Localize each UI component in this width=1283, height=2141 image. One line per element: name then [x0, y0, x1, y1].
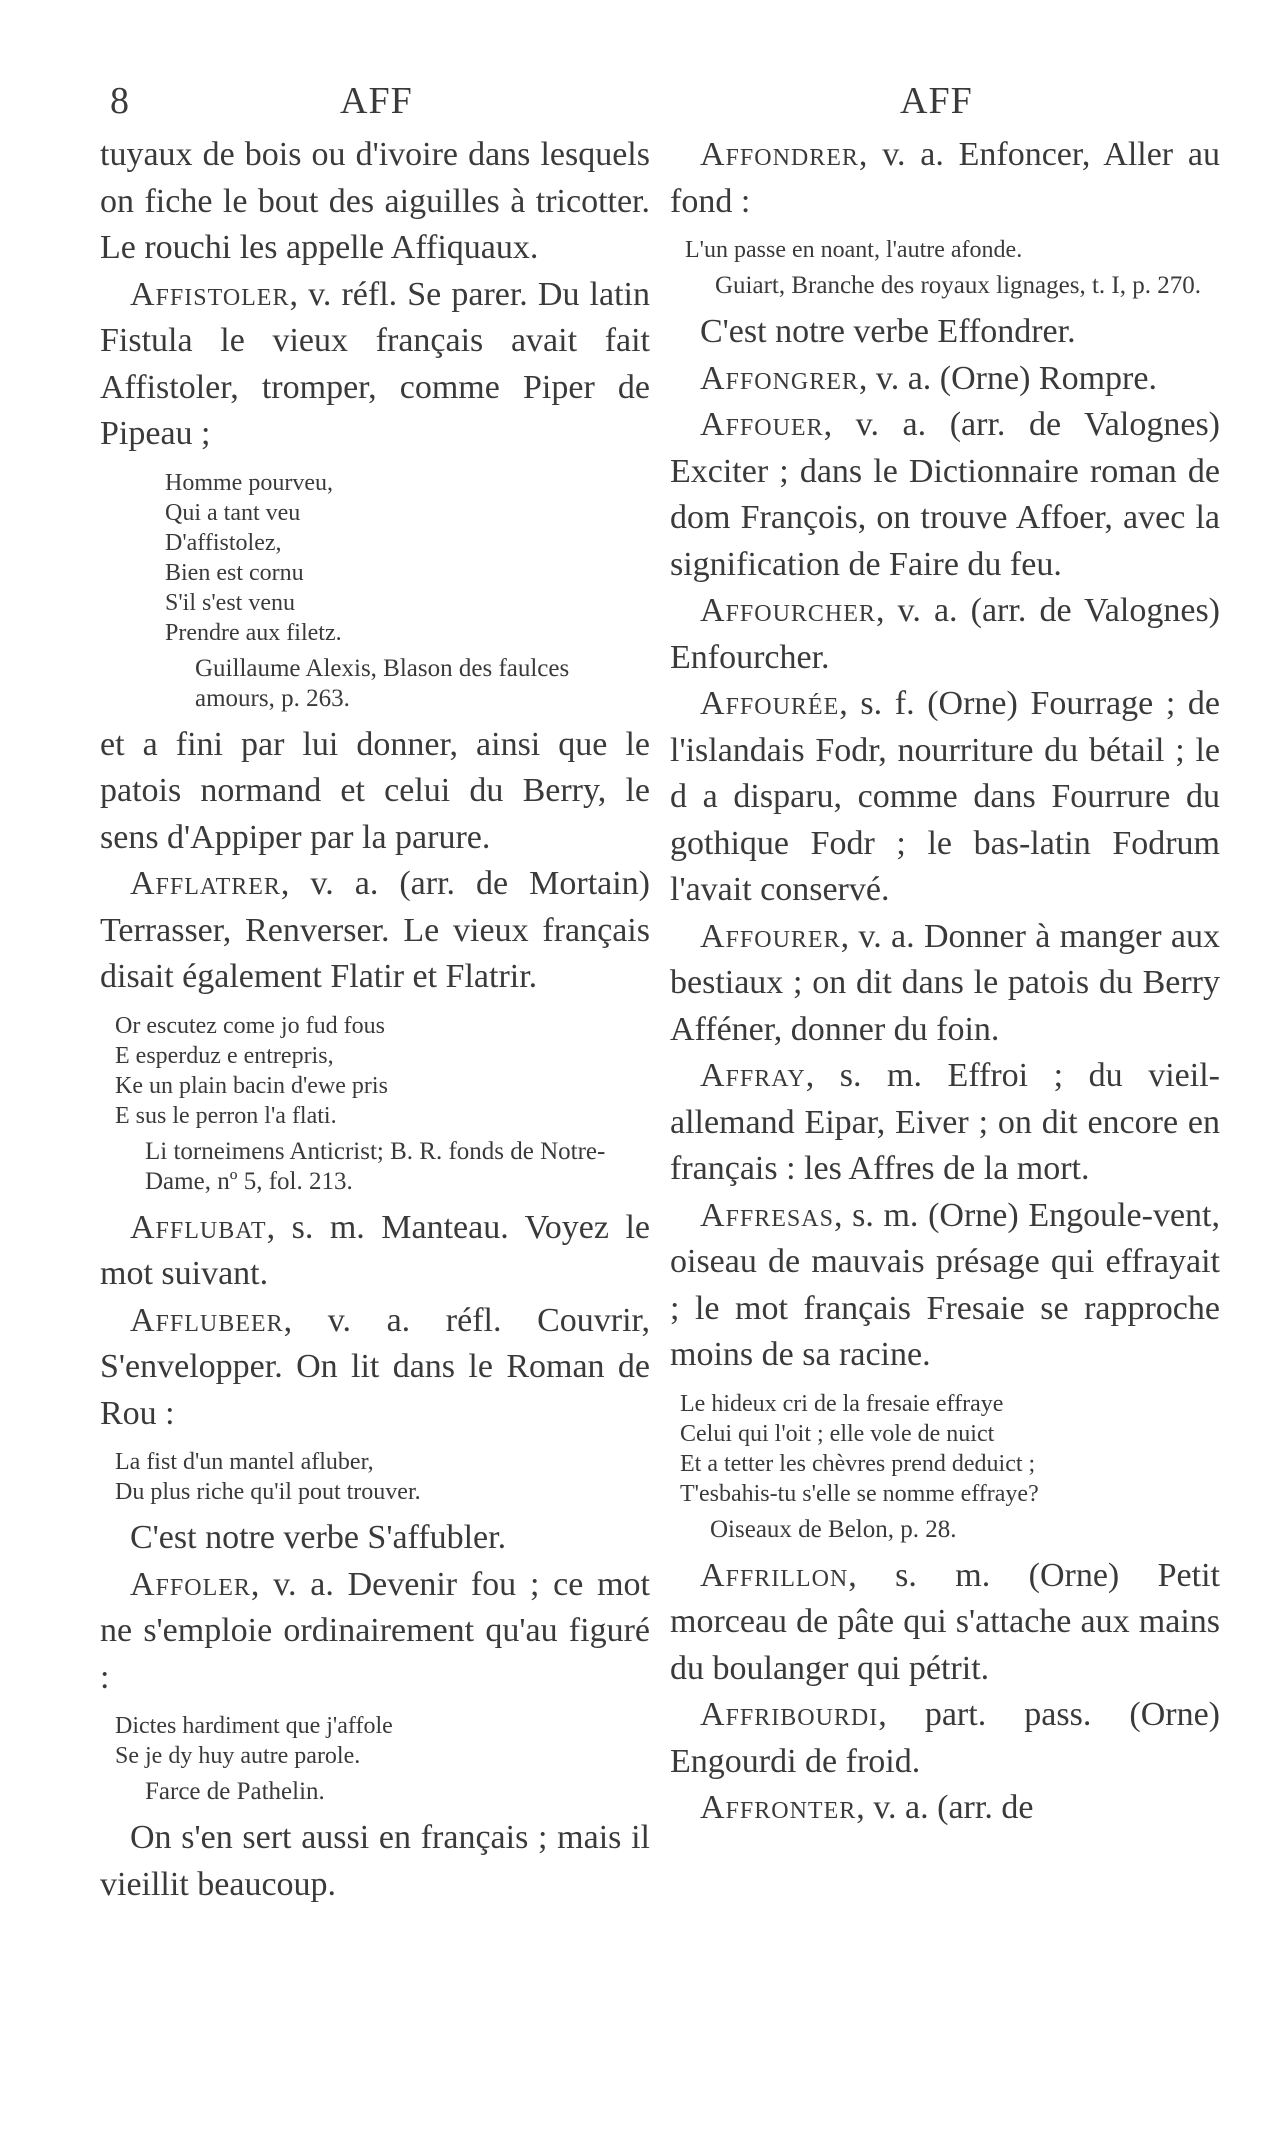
entry-text: , s. m. (Orne) Petit morceau de pâte qui s'attache aux mains du boulanger qui pétrit. [670, 1556, 1220, 1687]
quote-line: L'un passe en noant, l'autre afonde. [685, 237, 1023, 263]
entry-afflatrer [100, 861, 650, 1001]
entry-affistoler [100, 272, 650, 458]
quote-citation: Oiseaux de Belon, p. 28. [710, 1515, 957, 1543]
left-column [100, 82, 650, 1908]
entry-note: C'est notre verbe Effondrer. [700, 313, 1076, 350]
quote-line: E esperduz e entrepris, [115, 1042, 334, 1069]
right-header [670, 82, 1220, 122]
quotation [100, 1447, 650, 1507]
quote-line: Se je dy huy autre parole. [115, 1743, 361, 1769]
entry-text: , s. f. (Orne) Fourrage ; de l'islandais Fodr, nourriture du bétail ; le d a disparu, comme dans Fourrure du gothique Fodr ; le bas-latin Fodrum l'avait conservé. [670, 685, 1220, 908]
headword: Afflubat [130, 1208, 267, 1246]
quote-line: Or escutez come jo fud fous [115, 1012, 385, 1039]
quote-line: Ke un plain bacin d'ewe pris [115, 1072, 388, 1099]
quote-line: Prendre aux filetz. [165, 619, 342, 646]
entry-affouree [670, 681, 1220, 914]
headword: Affistoler [130, 275, 290, 313]
quote-line: Du plus riche qu'il pout trouver. [115, 1479, 421, 1505]
entry-affronter [670, 1785, 1220, 1832]
entry-continuation: tuyaux de bois ou d'ivoire dans lesquels on fiche le bout des aiguilles à tricotter. Le rouchi les appelle Affiquaux. [100, 136, 650, 266]
quote-line: Qui a tant veu [165, 499, 301, 526]
headword: Affourée [700, 685, 840, 722]
quotation [670, 235, 1220, 301]
entry-text: , v. a. (Orne) Rompre. [858, 359, 1157, 397]
entry-continuation: et a fini par lui donner, ainsi que le patois normand et celui du Berry, le sens d'Appiper par la parure. [100, 725, 650, 856]
entry-text: , v. a. Devenir fou ; ce mot ne s'emploie ordinairement qu'au figuré : [100, 1565, 650, 1696]
headword: Affresas [700, 1196, 834, 1234]
entry-text: , v. a. Donner à manger aux bestiaux ; on dit dans le patois du Berry Afféner, donner du foin. [670, 917, 1220, 1048]
quotation [670, 1389, 1220, 1545]
entry-affribourdi [670, 1692, 1220, 1785]
headword: Affourcher [700, 592, 876, 629]
quotation [100, 1711, 650, 1807]
entry-text: , v. a. (arr. de Valognes) Exciter ; dans le Dictionnaire roman de dom François, on trouve Affoer, avec la signification de Faire du feu. [670, 406, 1220, 583]
entry-text: , s. m. (Orne) Engoule-vent, oiseau de mauvais présage qui effrayait ; le mot français Fresaie se rapproche moins de sa racine. [670, 1196, 1220, 1373]
right-guide-word: AFF [900, 80, 973, 122]
entry-affrillon [670, 1553, 1220, 1693]
headword: Afflatrer [130, 865, 281, 902]
quote-line: Dictes hardiment que j'affole [115, 1713, 393, 1739]
headword: Affray [700, 1057, 806, 1094]
headword: Affondrer [700, 136, 859, 173]
headword: Affrillon [700, 1556, 849, 1594]
entry-affray [670, 1053, 1220, 1193]
entry-affresas [670, 1193, 1220, 1379]
entry-text: , s. m. Manteau. Voyez le mot suivant. [100, 1208, 650, 1292]
entry-text: , v. a. (arr. de [856, 1789, 1034, 1826]
quote-line: Celui qui l'oit ; elle vole de nuict [680, 1420, 995, 1447]
left-guide-word: AFF [340, 80, 413, 122]
entry-affongrer [670, 356, 1220, 403]
quote-citation: Farce de Pathelin. [145, 1778, 325, 1805]
quote-line: D'affistolez, [165, 529, 282, 556]
quotation [100, 468, 650, 714]
quote-line: Bien est cornu [165, 559, 304, 586]
entry-affoler [100, 1562, 650, 1702]
quote-citation: Li torneimens Anticrist; B. R. fonds de Notre-Dame, nº 5, fol. 213. [145, 1137, 606, 1195]
quote-line: Le hideux cri de la fresaie effraye [680, 1390, 1004, 1417]
entry-text: , part. pass. (Orne) Engourdi de froid. [670, 1696, 1220, 1780]
entry-afflubat [100, 1205, 650, 1298]
quote-citation: Guillaume Alexis, Blason des faulces amours, p. 263. [195, 654, 570, 712]
quote-line: T'esbahis-tu s'elle se nomme effraye? [680, 1480, 1039, 1507]
entry-affourer [670, 914, 1220, 1054]
right-column [670, 82, 1220, 1832]
headword: Afflubeer [130, 1301, 284, 1339]
entry-affourcher [670, 588, 1220, 681]
entry-text: , s. m. Effroi ; du vieil-allemand Eipar, Eiver ; on dit encore en français : les Affres de la mort. [670, 1057, 1220, 1187]
headword: Affouer [700, 406, 824, 443]
quote-line: E sus le perron l'a flati. [115, 1102, 337, 1129]
entry-afflubeer [100, 1298, 650, 1438]
headword: Affoler [130, 1565, 251, 1603]
entry-affondrer [670, 132, 1220, 225]
quote-citation: Guiart, Branche des royaux lignages, t. I, p. 270. [715, 272, 1201, 299]
headword: Affongrer [700, 359, 859, 397]
entry-text: , v. a. Enfoncer, Aller au fond : [670, 136, 1220, 220]
headword: Affourer [700, 917, 841, 955]
entry-text: , v. réfl. Se parer. Du latin Fistula le vieux français avait fait Affistoler, tromper, comme Piper de Pipeau ; [100, 275, 650, 452]
entry-text: , v. a. (arr. de Mortain) Terrasser, Renverser. Le vieux français disait également Flatir et Flatrir. [100, 865, 650, 995]
page-number: 8 [110, 80, 130, 122]
quote-line: Et a tetter les chèvres prend deduict ; [680, 1450, 1036, 1477]
quotation [100, 1011, 650, 1197]
quote-line: Homme pourveu, [165, 469, 333, 496]
headword: Affribourdi [700, 1696, 879, 1733]
entry-affouer [670, 402, 1220, 588]
quote-line: La fist d'un mantel afluber, [115, 1449, 374, 1475]
entry-text: , v. a. (arr. de Valognes) Enfourcher. [670, 592, 1220, 676]
entry-text: , v. a. réfl. Couvrir, S'envelopper. On lit dans le Roman de Rou : [100, 1301, 650, 1432]
entry-note: On s'en sert aussi en français ; mais il vieillit beaucoup. [100, 1819, 650, 1903]
left-header [100, 82, 650, 122]
entry-note: C'est notre verbe S'affubler. [130, 1519, 507, 1556]
quote-line: S'il s'est venu [165, 589, 295, 616]
headword: Affronter [700, 1789, 857, 1826]
